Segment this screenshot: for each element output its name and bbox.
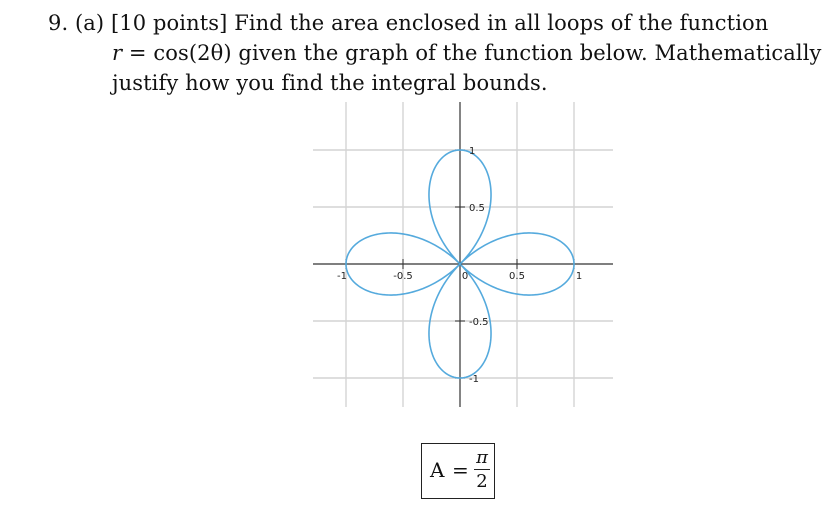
graph-grid (313, 102, 613, 407)
answer-box (421, 443, 495, 499)
x-tick-label: -0.5 (393, 271, 413, 282)
answer-equals: = (452, 458, 469, 482)
y-tick-label: -0.5 (469, 317, 489, 328)
x-tick-label: -1 (337, 271, 347, 282)
problem-statement (48, 8, 828, 98)
fraction-denominator: 2 (476, 471, 488, 492)
fraction-numerator: π (476, 447, 488, 468)
problem-line-3: justify how you find the integral bounds. (112, 71, 548, 95)
polar-rose-graph (313, 102, 613, 407)
y-tick-label: -1 (469, 374, 479, 385)
answer-fraction (474, 448, 490, 493)
y-tick-label: 0.5 (469, 203, 485, 214)
x-tick-label: 0.5 (509, 271, 525, 282)
graph-axes (313, 102, 613, 407)
problem-line-2-text: = cos(2θ) given the graph of the function below. Mathematically (122, 41, 822, 65)
variable-r: r (112, 41, 123, 65)
answer-label: A (430, 458, 445, 482)
y-tick-label: 1 (469, 146, 476, 157)
problem-line-2 (48, 38, 828, 68)
x-tick-label: 0 (461, 271, 469, 282)
problem-line-1: 9. (a) [10 points] Find the area enclosed in all loops of the function (48, 11, 769, 35)
x-tick-label: 1 (575, 271, 583, 282)
fraction-bar (474, 469, 490, 470)
